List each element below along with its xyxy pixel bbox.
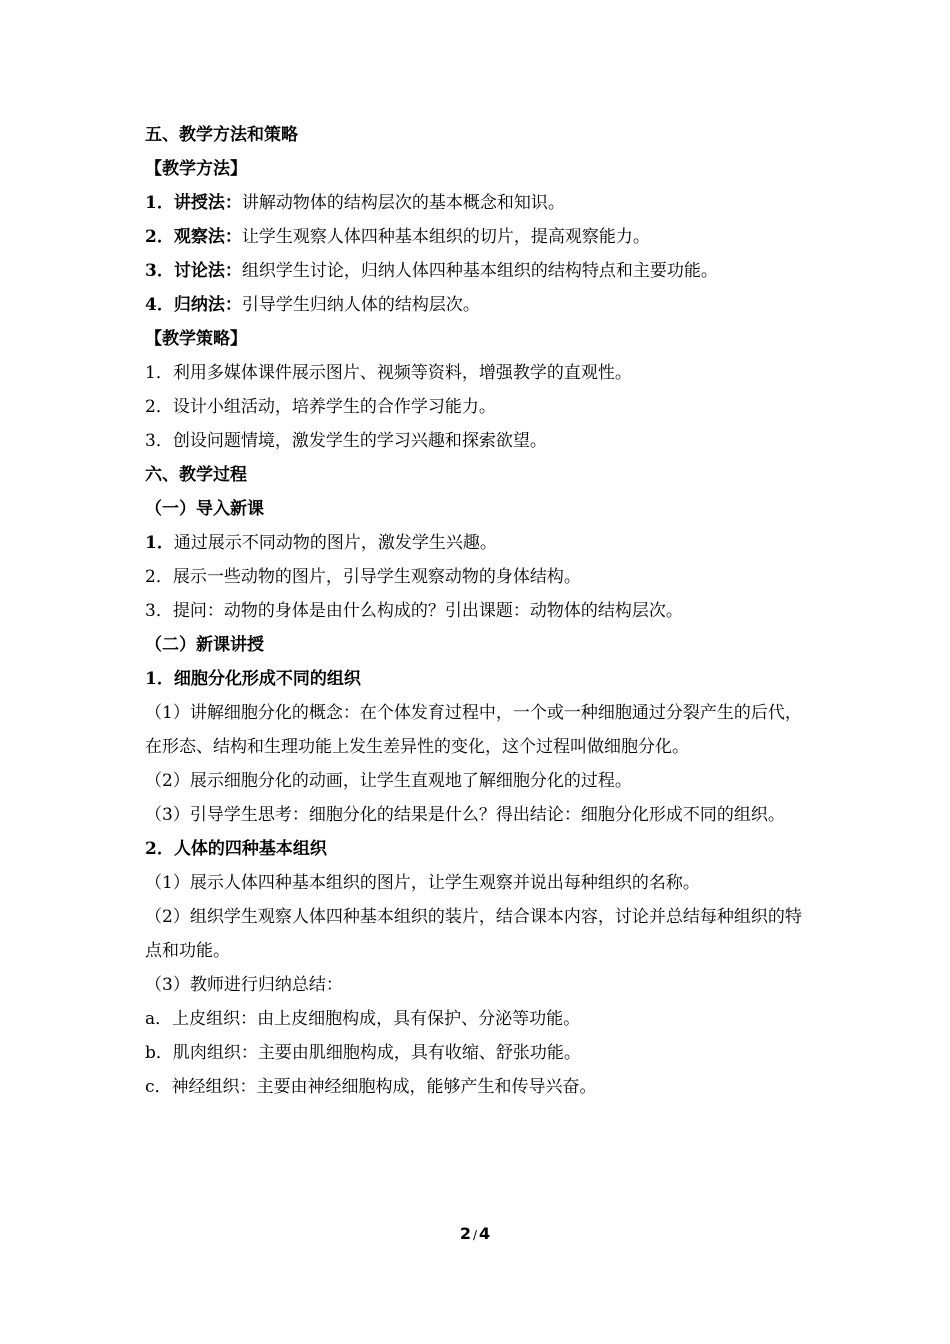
paragraph: （2）组织学生观察人体四种基本组织的装片，结合课本内容，讨论并总结每种组织的特点和功能。 [145, 907, 802, 961]
topic-title: 1．细胞分化形成不同的组织 [145, 669, 361, 689]
strategy-item: 2．设计小组活动，培养学生的合作学习能力。 [145, 397, 496, 417]
paragraph: （1）展示人体四种基本组织的图片，让学生观察并说出每种组织的名称。 [145, 873, 700, 893]
section-title: 五、教学方法和策略 [145, 125, 298, 145]
method-text: 引导学生归纳人体的结构层次。 [241, 295, 480, 315]
method-label: 2．观察法： [145, 227, 242, 247]
list-item [145, 526, 815, 560]
method-label: 3．讨论法： [145, 261, 242, 281]
method-item [145, 186, 815, 220]
strategy-item: 3．创设问题情境，激发学生的学习兴趣和探索欲望。 [145, 431, 547, 451]
method-text: 让学生观察人体四种基本组织的切片，提高观察能力。 [241, 227, 650, 247]
list-item-number: 1． [145, 533, 174, 553]
list-item-text: 展示一些动物的图片，引导学生观察动物的身体结构。 [172, 567, 581, 587]
page-content [145, 118, 815, 1104]
paragraph: （3）教师进行归纳总结： [145, 975, 343, 995]
subsection-header: 【教学方法】 [145, 159, 247, 179]
method-label: 1．讲授法： [145, 193, 242, 213]
paragraph: （3）引导学生思考：细胞分化的结果是什么？得出结论：细胞分化形成不同的组织。 [145, 805, 785, 825]
method-text: 讲解动物体的结构层次的基本概念和知识。 [241, 193, 565, 213]
subsection-header: 【教学策略】 [145, 329, 247, 349]
method-text: 组织学生讨论，归纳人体四种基本组织的结构特点和主要功能。 [241, 261, 718, 281]
total-pages: 4 [479, 1224, 491, 1243]
current-page: 2 [459, 1224, 471, 1243]
part-title: （一）导入新课 [145, 499, 264, 519]
method-label: 4．归纳法： [145, 295, 242, 315]
section-title: 六、教学过程 [145, 465, 247, 485]
list-item-text: 提问：动物的身体是由什么构成的？引出课题：动物体的结构层次。 [172, 601, 683, 621]
method-item [145, 220, 815, 254]
strategy-item: 1．利用多媒体课件展示图片、视频等资料，增强教学的直观性。 [145, 363, 632, 383]
tissue-item: c．神经组织：主要由神经细胞构成，能够产生和传导兴奋。 [145, 1077, 597, 1097]
tissue-item: b．肌肉组织：主要由肌细胞构成，具有收缩、舒张功能。 [145, 1043, 581, 1063]
method-item [145, 288, 815, 322]
paragraph: （1）讲解细胞分化的概念：在个体发育过程中，一个或一种细胞通过分裂产生的后代，在形态、结构和生理功能上发生差异性的变化，这个过程叫做细胞分化。 [145, 703, 802, 757]
part-title: （二）新课讲授 [145, 635, 264, 655]
list-item-number: 2． [145, 567, 173, 587]
list-item [145, 560, 815, 594]
list-item [145, 594, 815, 628]
method-item [145, 254, 815, 288]
page-separator: / [472, 1228, 478, 1242]
tissue-item: a．上皮组织：由上皮细胞构成，具有保护、分泌等功能。 [145, 1009, 581, 1029]
list-item-number: 3． [145, 601, 173, 621]
page-number [0, 1224, 950, 1243]
list-item-text: 通过展示不同动物的图片，激发学生兴趣。 [173, 533, 497, 553]
paragraph: （2）展示细胞分化的动画，让学生直观地了解细胞分化的过程。 [145, 771, 632, 791]
topic-title: 2．人体的四种基本组织 [145, 839, 327, 859]
